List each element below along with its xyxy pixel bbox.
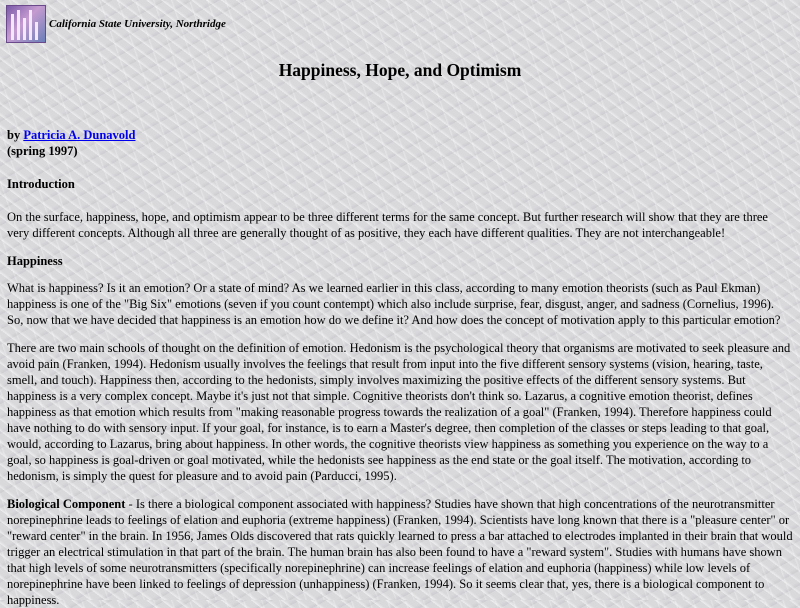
introduction-paragraph: On the surface, happiness, hope, and optimism appear to be three different terms for the same concept. But further research will show that they are three very different concepts. Although all three are generally thought of as positive, they each have different qualities. They are not interchangeable! — [7, 210, 768, 240]
biological-paragraph — [7, 496, 793, 608]
page-title: Happiness, Hope, and Optimism — [278, 60, 522, 80]
happiness-heading: Happiness — [7, 254, 63, 268]
happiness-paragraph-2: There are two main schools of thought on the definition of emotion. Hedonism is the psychological theory that organisms are motivated to seek pleasure and avoid pain (Franken, 1994). Hedonism usually involves the feelings that result from input into the five different sensory systems (vision, hearing, taste, smell, and touch). Happiness then, according to the hedonists, simply involves maximizing the positive effects of the different sensory systems. But happiness is a very complex concept. Maybe it's just not that simple. Cognitive theorists don't think so. Lazarus, a cognitive emotion theorist, defines happiness as that emotion which results from "making reasonable progress towards the realization of a goal" (Franken, 1994). Therefore happiness could have nothing to do with sensory input. If your goal, for instance, is to earn a Master's degree, then completion of the classes or steps leading to that goal, would, according to Lazarus, bring about happiness. In other words, the cognitive theorists view happiness as something you experience on the way to a goal, so happiness is goal-driven or goal motivated, while the hedonists see happiness as the end state or the goal itself. The motivation, according to hedonism, is simply the quest for pleasure and to avoid pain (Parducci, 1995). — [7, 341, 791, 483]
introduction-heading: Introduction — [7, 177, 75, 191]
page-header — [6, 5, 226, 43]
biological-heading: Biological Component — [7, 497, 126, 511]
university-name: California State University, Northridge — [49, 18, 226, 30]
byline-date: (spring 1997) — [7, 144, 78, 158]
article-body — [7, 127, 793, 608]
happiness-paragraph-1: What is happiness? Is it an emotion? Or a state of mind? As we learned earlier in this class, according to many emotion theorists (such as Paul Ekman) happiness is one of the "Big Six" emotions (seven if you count contempt) which also include surprise, fear, disgust, anger, and sadness (Cornelius, 1996). So, now that we have decided that happiness is an emotion how do we define it? And how does the concept of motivation apply to this particular emotion? — [7, 281, 781, 327]
author-link[interactable]: Patricia A. Dunavold — [23, 128, 136, 142]
biological-text: - Is there a biological component associated with happiness? Studies have shown that high concentrations of the neurotransmitter norepinephrine leads to feelings of elation and euphoria (extreme happiness) (Franken, 1994). Scientists have long known that there is a "pleasure center" or "reward center" in the brain. In 1956, James Olds discovered that rats quickly learned to press a bar attached to electrodes implanted in their brain that would trigger an electrical stimulation in that part of the brain. The human brain has also been found to have a "reward system". Studies with humans have shown that high levels of some neurotransmitters (specifically norepinephrine) can increase feelings of elation and euphoria (happiness) while low levels of norepinephrine have been linked to feelings of depression (unhappiness) (Franken, 1994). So it seems clear that, yes, there is a biological component to happiness. — [7, 497, 793, 607]
byline — [7, 127, 793, 143]
csun-logo-icon[interactable] — [6, 5, 46, 43]
byline-prefix: by — [7, 128, 21, 142]
